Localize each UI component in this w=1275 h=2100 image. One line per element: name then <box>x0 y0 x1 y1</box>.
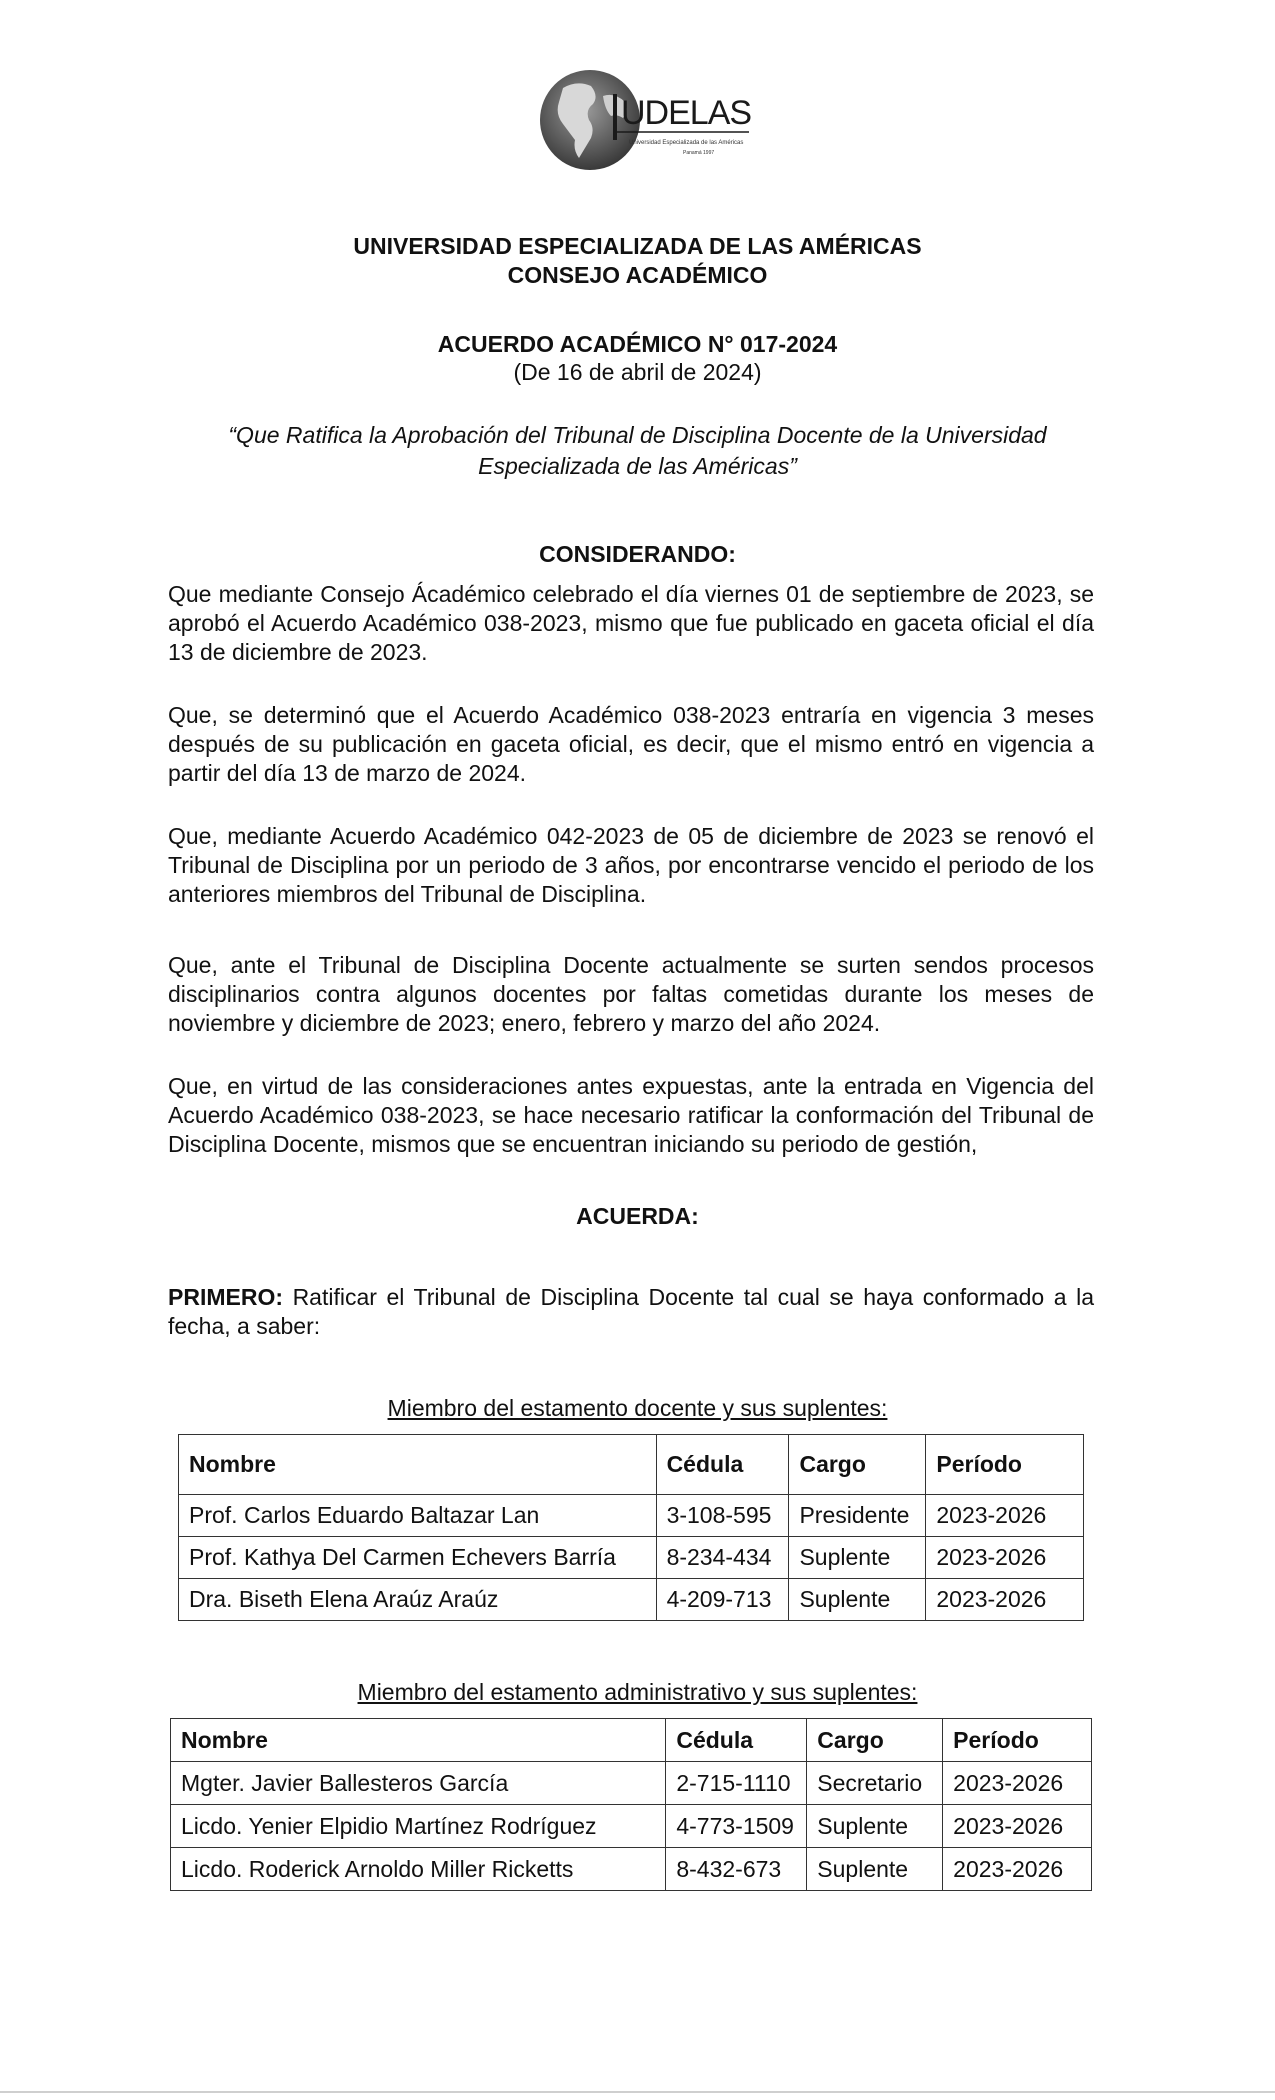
table-row <box>179 1495 1084 1537</box>
member-id: 2-715-1110 <box>666 1762 807 1805</box>
member-period: 2023-2026 <box>943 1848 1092 1891</box>
column-header: Período <box>926 1435 1084 1495</box>
considerando-paragraph-1: Que mediante Consejo Ácadémico celebrado el día viernes 01 de septiembre de 2023, se aprobó el Acuerdo Académico 038-2023, mismo que fue publicado en gaceta oficial el día 13 de diciembre de 2023. <box>168 581 1094 665</box>
member-period: 2023-2026 <box>926 1537 1084 1579</box>
member-id: 4-773-1509 <box>666 1805 807 1848</box>
column-header: Cédula <box>666 1719 807 1762</box>
logo-tagline: Universidad Especializada de las Américas <box>629 140 744 146</box>
member-role: Suplente <box>807 1848 943 1891</box>
primero-paragraph <box>168 1283 1094 1341</box>
member-id: 8-234-434 <box>656 1537 789 1579</box>
primero-label: PRIMERO: <box>168 1284 283 1310</box>
member-role: Suplente <box>789 1579 926 1621</box>
member-id: 4-209-713 <box>656 1579 789 1621</box>
column-header: Período <box>943 1719 1092 1762</box>
university-name: UNIVERSIDAD ESPECIALIZADA DE LAS AMÉRICAS <box>353 233 922 259</box>
agreement-date: (De 16 de abril de 2024) <box>513 359 762 385</box>
page-bottom-edge <box>0 2091 1275 2093</box>
table-row <box>179 1579 1084 1621</box>
member-period: 2023-2026 <box>926 1579 1084 1621</box>
member-name: Licdo. Roderick Arnoldo Miller Ricketts <box>171 1848 666 1891</box>
agreement-subject-line2: Especializada de las Américas” <box>478 453 797 479</box>
administrativos-caption: Miembro del estamento administrativo y sus suplentes: <box>357 1679 918 1705</box>
considerando-title: CONSIDERANDO: <box>539 541 736 567</box>
table-row <box>171 1848 1092 1891</box>
considerando-paragraph-2: Que, se determinó que el Acuerdo Académico 038-2023 entraría en vigencia 3 meses después de su publicación en gaceta oficial, es decir, que el mismo entró en vigencia a partir del día 13 de marzo de 2024. <box>168 702 1094 786</box>
globe-logo-icon <box>533 66 753 176</box>
table-header-row <box>171 1719 1092 1762</box>
member-period: 2023-2026 <box>943 1805 1092 1848</box>
column-header: Nombre <box>179 1435 657 1495</box>
table-header-row <box>179 1435 1084 1495</box>
column-header: Cargo <box>789 1435 926 1495</box>
member-name: Licdo. Yenier Elpidio Martínez Rodríguez <box>171 1805 666 1848</box>
council-name: CONSEJO ACADÉMICO <box>507 262 768 288</box>
member-name: Prof. Carlos Eduardo Baltazar Lan <box>179 1495 657 1537</box>
logo-text: UDELAS <box>621 94 752 132</box>
primero-text: Ratificar el Tribunal de Disciplina Docente tal cual se haya conformado a la fecha, a saber: <box>168 1284 1094 1339</box>
member-name: Mgter. Javier Ballesteros García <box>171 1762 666 1805</box>
member-role: Suplente <box>789 1537 926 1579</box>
considerando-paragraph-4: Que, ante el Tribunal de Disciplina Docente actualmente se surten sendos procesos disciplinarios contra algunos docentes por faltas cometidas durante los meses de noviembre y diciembre de 2023; enero, febrero y marzo del año 2024. <box>168 952 1094 1036</box>
member-id: 3-108-595 <box>656 1495 789 1537</box>
acuerda-title: ACUERDA: <box>576 1203 699 1229</box>
table-row <box>171 1762 1092 1805</box>
member-id: 8-432-673 <box>666 1848 807 1891</box>
member-role: Secretario <box>807 1762 943 1805</box>
member-period: 2023-2026 <box>943 1762 1092 1805</box>
docentes-table <box>178 1434 1084 1621</box>
table-row <box>171 1805 1092 1848</box>
member-role: Presidente <box>789 1495 926 1537</box>
member-role: Suplente <box>807 1805 943 1848</box>
column-header: Nombre <box>171 1719 666 1762</box>
member-name: Dra. Biseth Elena Araúz Araúz <box>179 1579 657 1621</box>
column-header: Cédula <box>656 1435 789 1495</box>
table-row <box>179 1537 1084 1579</box>
logo-place: Panamá 1997 <box>683 150 715 156</box>
member-period: 2023-2026 <box>926 1495 1084 1537</box>
member-name: Prof. Kathya Del Carmen Echevers Barría <box>179 1537 657 1579</box>
column-header: Cargo <box>807 1719 943 1762</box>
considerando-paragraph-5: Que, en virtud de las consideraciones antes expuestas, ante la entrada en Vigencia del Acuerdo Académico 038-2023, se hace necesario ratificar la conformación del Tribunal de Disciplina Docente, mismos que se encuentran iniciando su periodo de gestión, <box>168 1073 1094 1157</box>
agreement-number: ACUERDO ACADÉMICO N° 017-2024 <box>437 331 838 357</box>
docentes-caption: Miembro del estamento docente y sus suplentes: <box>387 1395 888 1421</box>
agreement-subject-line1: “Que Ratifica la Aprobación del Tribunal de Disciplina Docente de la Universidad <box>228 422 1047 448</box>
administrativos-table <box>170 1718 1092 1891</box>
udelas-logo <box>533 66 753 176</box>
considerando-paragraph-3: Que, mediante Acuerdo Académico 042-2023 de 05 de diciembre de 2023 se renovó el Tribunal de Disciplina por un periodo de 3 años, por encontrarse vencido el periodo de los anteriores miembros del Tribunal de Disciplina. <box>168 823 1094 907</box>
